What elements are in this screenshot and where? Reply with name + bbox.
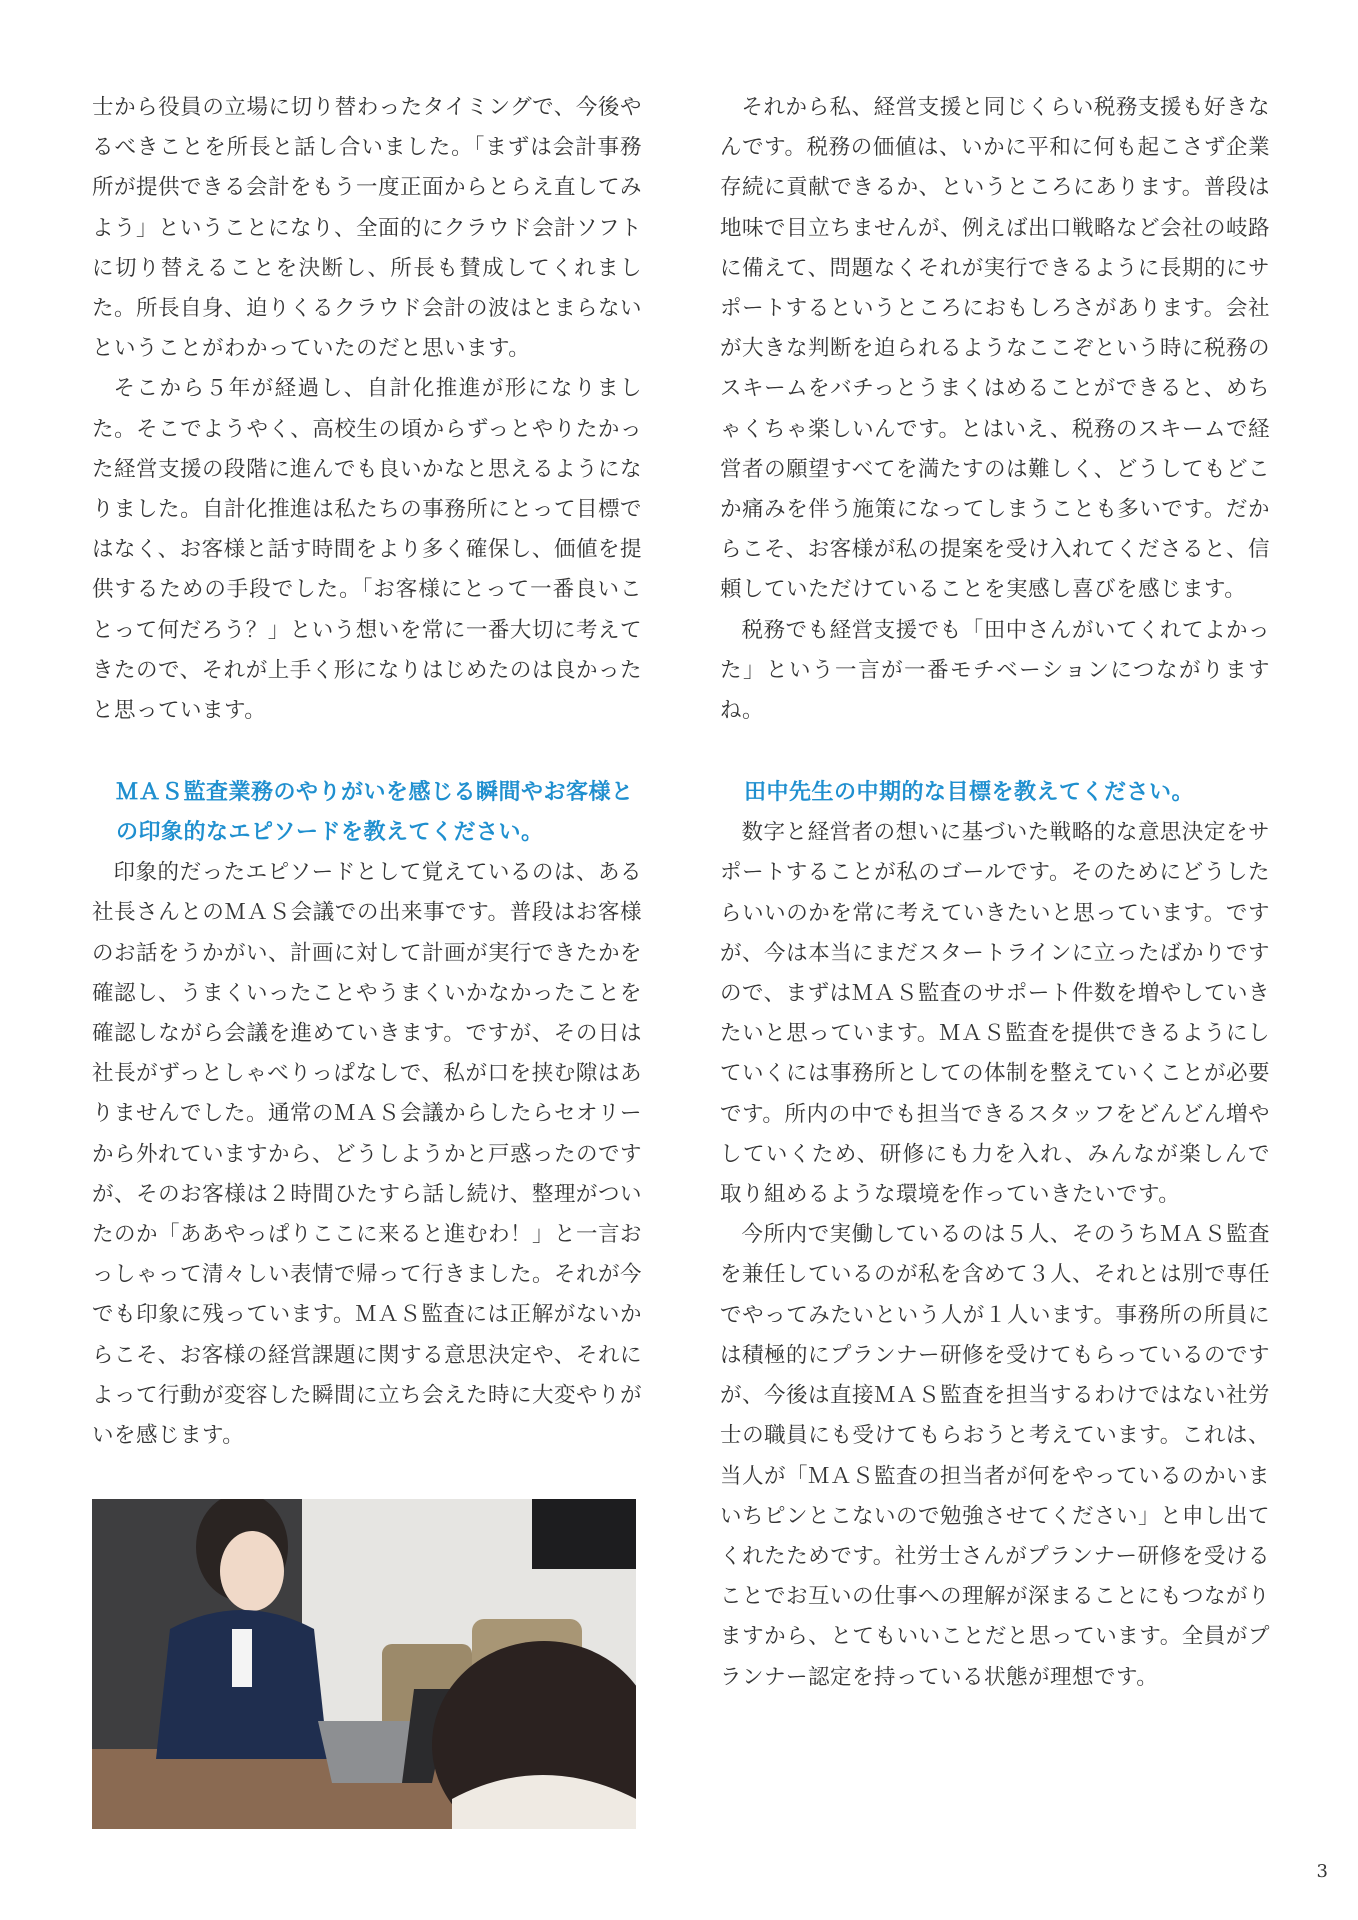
left-paragraph-3: 印象的だったエピソードとして覚えているのは、ある社長さんとのＭＡＳ会議での出来事です。普段はお客様のお話をうかがい、計画に対して計画が実行できたかを確認し、うまくいったことやうまくいかなかったことを確認しながら会議を進めていきます。ですが、その日は社長がずっとしゃべりっぱなしで、私が口を挟む隙はありませんでした。通常のＭＡＳ会議からしたらセオリーから外れていますから、どうしようかと戸惑ったのですが、そのお客様は２時間ひたすら話し続け、整理がついたのか「ああやっぱりここに来ると進むわ！」と一言おっしゃって清々しい表情で帰って行きました。それが今でも印象に残っています。ＭＡＳ監査には正解がないからこそ、お客様の経営課題に関する意思決定や、それによって行動が変容した瞬間に立ち会えた時に大変やりがいを感じます。 — [92, 860, 643, 1449]
interview-photo — [92, 1499, 636, 1829]
right-section-heading: 田中先生の中期的な目標を教えてください。 — [744, 780, 1195, 806]
page-number: 3 — [1316, 1861, 1328, 1882]
left-paragraph-2: そこから５年が経過し、自計化推進が形になりました。そこでようやく、高校生の頃からずっとやりたかった経営支援の段階に進んでも良いかなと思えるようになりました。自計化推進は私たちの事務所にとって目標ではなく、お客様と話す時間をより多く確保し、価値を提供するための手段でした。「お客様にとって一番良いことって何だろう？」という想いを常に一番大切に考えてきたので、それが上手く形になりはじめたのは良かったと思っています。 — [92, 376, 643, 724]
left-paragraph-1: 士から役員の立場に切り替わったタイミングで、今後やるべきことを所長と話し合いました。「まずは会計事務所が提供できる会計をもう一度正面からとらえ直してみよう」ということになり、全面的にクラウド会計ソフトに切り替えることを決断し、所長も賛成してくれました。所長自身、迫りくるクラウド会計の波はとまらないということがわかっていたのだと思います。 — [92, 95, 643, 362]
right-paragraph-3: 数字と経営者の想いに基づいた戦略的な意思決定をサポートすることが私のゴールです。そのためにどうしたらいいのかを常に考えていきたいと思っています。ですが、今は本当にまだスタートラインに立ったばかりですので、まずはＭＡＳ監査のサポート件数を増やしていきたいと思っています。ＭＡＳ監査を提供できるようにしていくには事務所としての体制を整えていくことが必要です。所内の中でも担当できるスタッフをどんどん増やしていくため、研修にも力を入れ、みんなが楽しんで取り組めるような環境を作っていきたいです。 — [720, 820, 1271, 1208]
right-paragraph-2: 税務でも経営支援でも「田中さんがいてくれてよかった」という一言が一番モチベーションにつながりますね。 — [720, 617, 1270, 724]
right-paragraph-4: 今所内で実働しているのは５人、そのうちＭＡＳ監査を兼任しているのが私を含めて３人、それとは別で専任でやってみたいという人が１人います。事務所の所員には積極的にプランナー研修を受けてもらっているのですが、今後は直接ＭＡＳ監査を担当するわけではない社労士の職員にも受けてもらおうと考えています。これは、当人が「ＭＡＳ監査の担当者が何をやっているのかいまいちピンとこないので勉強させてください」と申し出てくれたためです。社労士さんがプランナー研修を受けることでお互いの仕事への理解が深まることにもつながりますから、とてもいいことだと思っています。全員がプランナー認定を持っている状態が理想です。 — [720, 1222, 1271, 1690]
left-column — [92, 88, 642, 1456]
right-paragraph-1: それから私、経営支援と同じくらい税務支援も好きなんです。税務の価値は、いかに平和に何も起こさず企業存続に貢献できるか、というところにあります。普段は地味で目立ちませんが、例えば出口戦略など会社の岐路に備えて、問題なくそれが実行できるように長期的にサポートするというところにおもしろさがあります。会社が大きな判断を迫られるようなここぞという時に税務のスキームをバチっとうまくはめることができると、めちゃくちゃ楽しいんです。とはいえ、税務のスキームで経営者の願望すべてを満たすのは難しく、どうしてもどこか痛みを伴う施策になってしまうことも多いです。だからこそ、お客様が私の提案を受け入れてくださると、信頼していただけていることを実感し喜びを感じます。 — [720, 95, 1271, 603]
right-column — [720, 88, 1270, 1698]
left-section-heading: ＭＡＳ監査業務のやりがいを感じる瞬間やお客様との印象的なエピソードを教えてください。 — [116, 780, 634, 846]
